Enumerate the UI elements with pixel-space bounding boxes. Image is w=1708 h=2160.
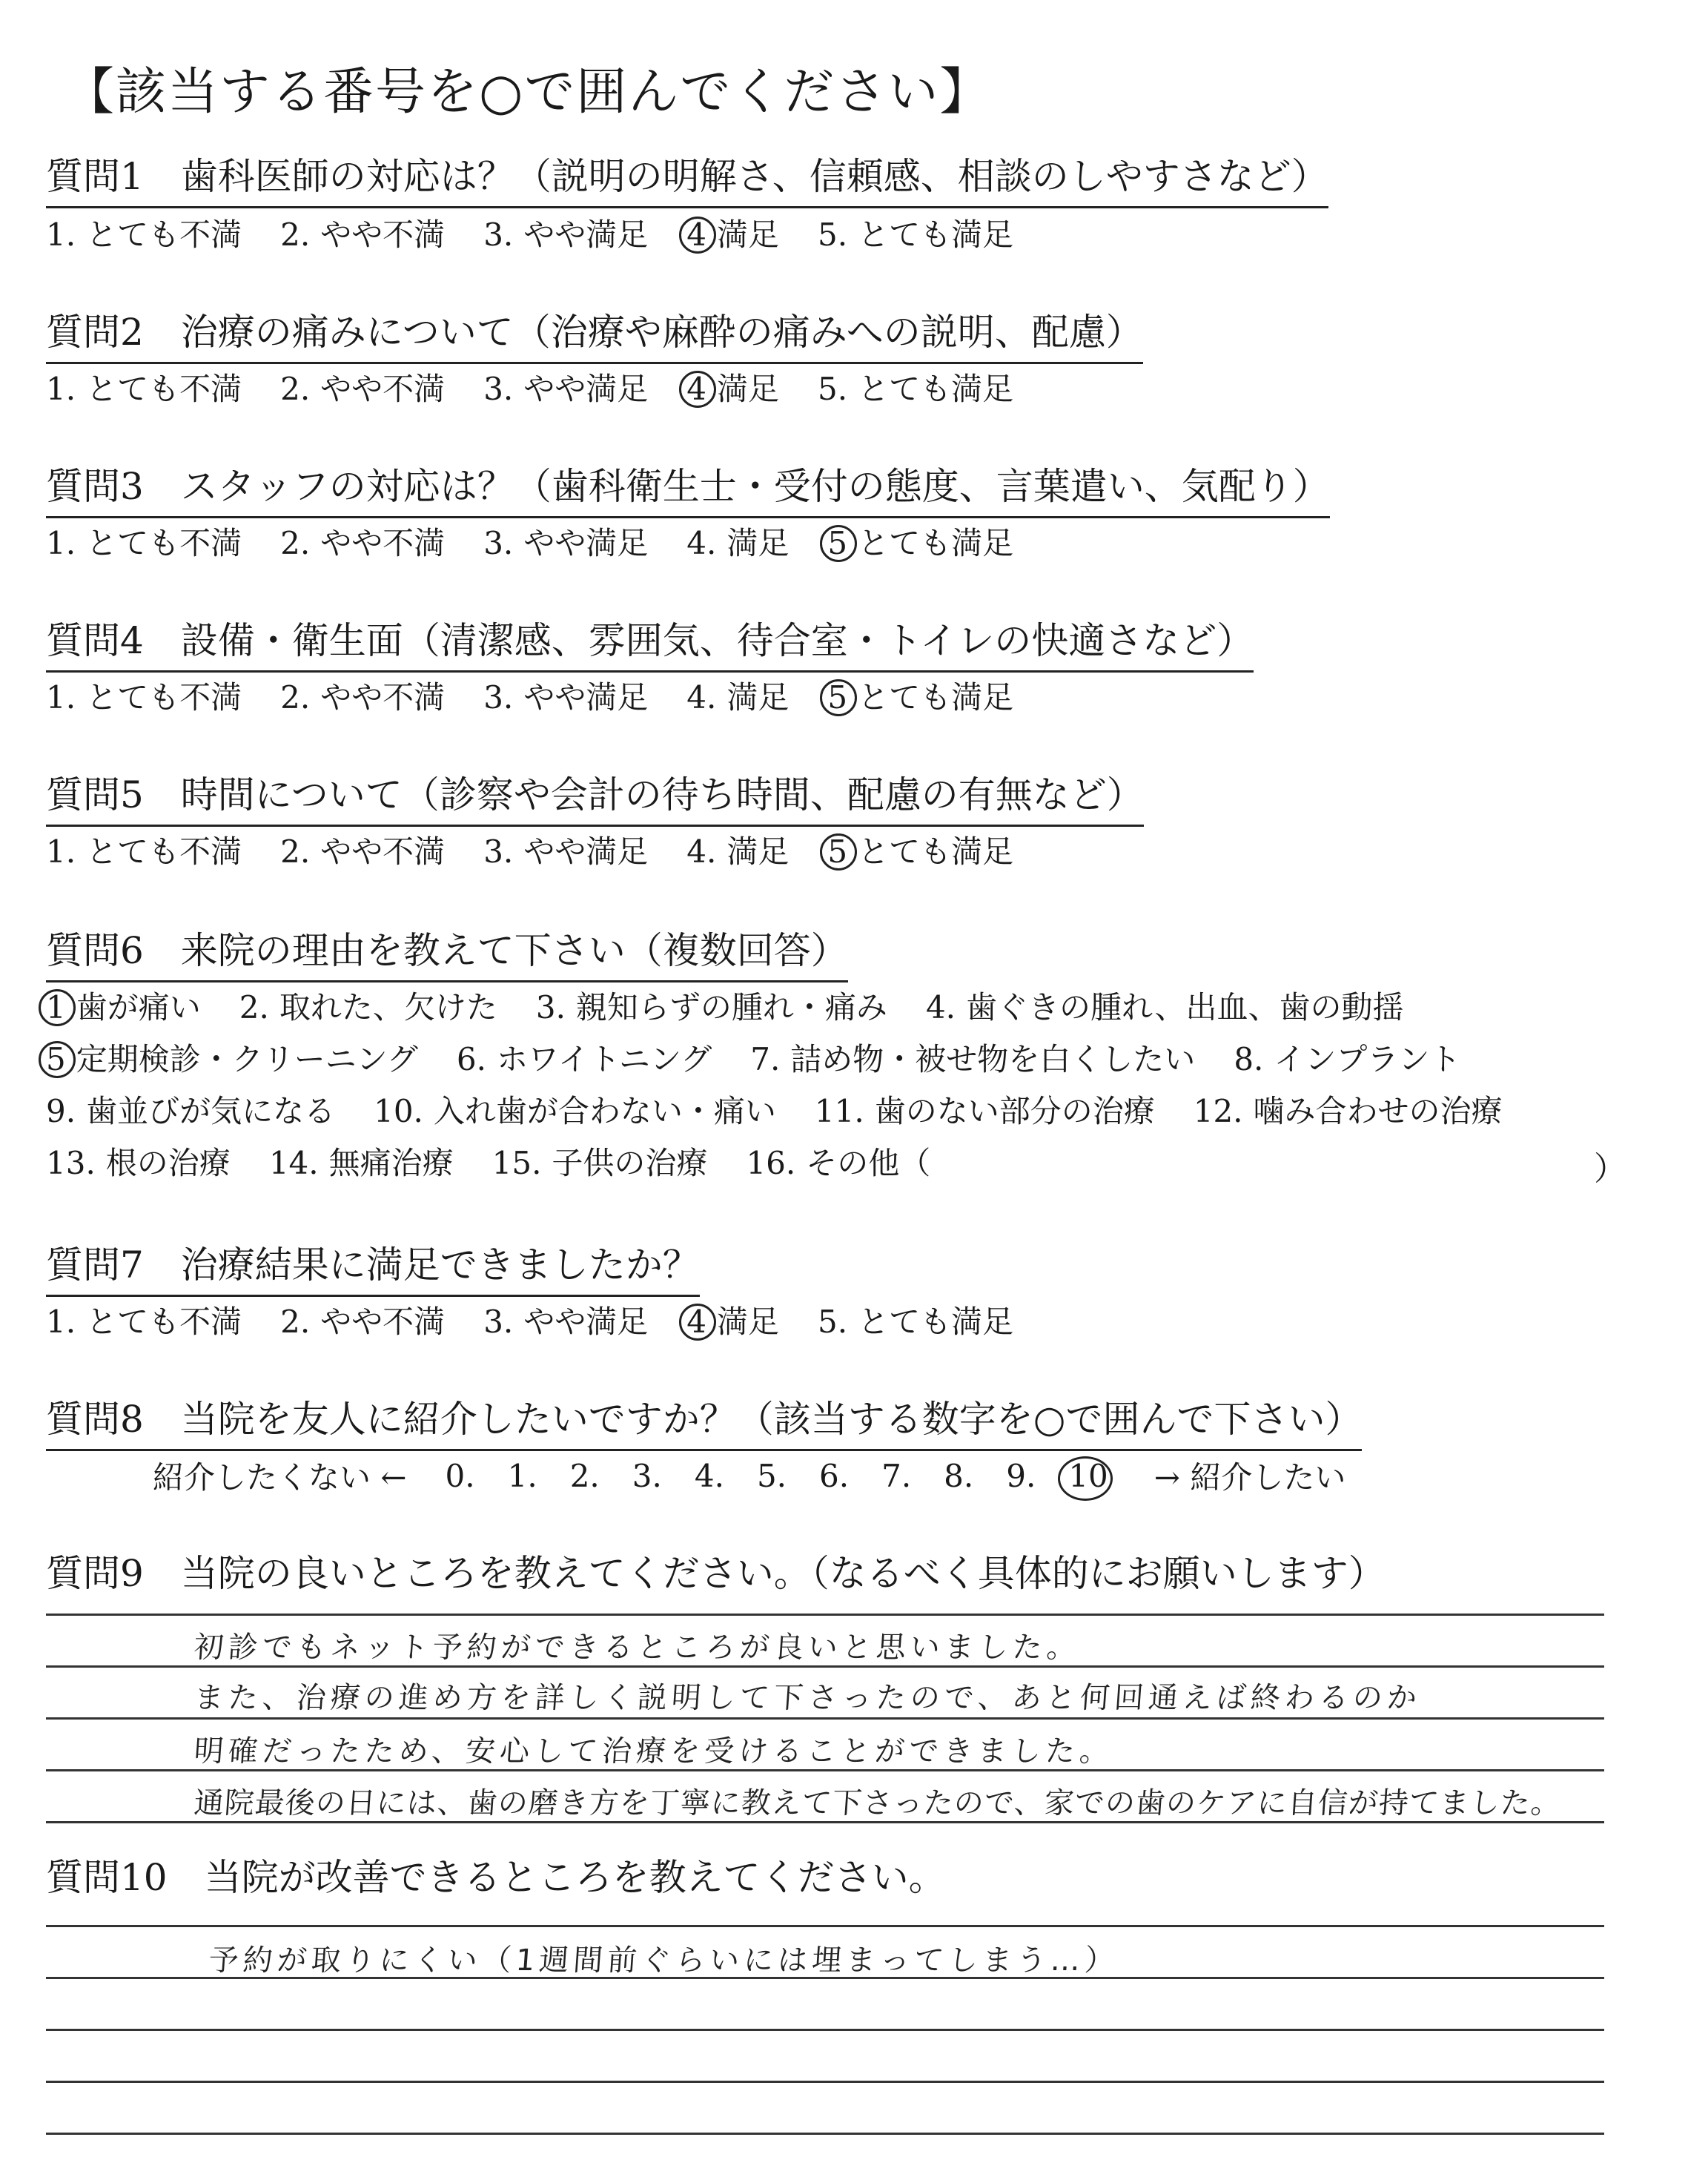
- q6-option-5-selected[interactable]: 5 定期検診・クリーニング: [46, 1040, 418, 1080]
- q10-answer-line-1: 予約が取りにくい（1週間前ぐらいには埋まってしまう…）: [208, 1943, 1120, 1978]
- q3-option-1[interactable]: 1. とても不満: [46, 525, 242, 561]
- q8-scale-0[interactable]: 0.: [445, 1457, 475, 1494]
- q4-option-3[interactable]: 3. やや満足: [483, 679, 649, 716]
- q3-option-3[interactable]: 3. やや満足: [483, 525, 649, 561]
- answer-rule: [46, 2133, 1604, 2135]
- question-1-heading: 質問1 歯科医師の対応は？（説明の明解さ、信頼感、相談のしやすさなど）: [46, 153, 1328, 208]
- answer-rule: [46, 1717, 1604, 1720]
- q4-option-2[interactable]: 2. やや不満: [280, 679, 446, 716]
- question-6-options-row-2: [46, 1040, 1499, 1080]
- circle-mark-icon: 4: [686, 369, 706, 409]
- q6-option-3[interactable]: 3. 親知らずの腫れ・痛み: [535, 989, 887, 1025]
- answer-rule: [46, 1614, 1604, 1616]
- q6-other-close-paren: ）: [1594, 1150, 1626, 1188]
- question-6-options-row-1: [46, 988, 1443, 1028]
- q6-option-14[interactable]: 14. 無痛治療: [268, 1145, 454, 1181]
- q6-option-12[interactable]: 12. 噛み合わせの治療: [1193, 1093, 1503, 1129]
- question-3-options: [46, 524, 1052, 564]
- q6-option-10[interactable]: 10. 入れ歯が合わない・痛い: [374, 1093, 776, 1129]
- q9-answer-line-4: 通院最後の日には、歯の磨き方を丁寧に教えて下さったので、家での歯のケアに自信が持てました。: [193, 1786, 1563, 1820]
- circle-mark-icon: 5: [827, 524, 847, 564]
- q6-option-8[interactable]: 8. インプラント: [1234, 1041, 1461, 1077]
- q6-option-15[interactable]: 15. 子供の治療: [491, 1145, 708, 1181]
- q8-scale-5[interactable]: 5.: [756, 1457, 787, 1494]
- q8-scale-4[interactable]: 4.: [694, 1457, 724, 1494]
- q6-option-11[interactable]: 11. 歯のない部分の治療: [814, 1093, 1155, 1129]
- q5-option-3[interactable]: 3. やや満足: [483, 833, 649, 870]
- q5-option-4[interactable]: 4. 満足: [686, 833, 790, 870]
- circle-mark-icon: 5: [827, 678, 847, 718]
- question-1-options: [46, 215, 1052, 255]
- q8-scale-10-selected[interactable]: 10: [1068, 1457, 1108, 1494]
- question-6-options-row-3: [46, 1091, 1541, 1132]
- q4-option-1[interactable]: 1. とても不満: [46, 679, 242, 716]
- q8-left-label: 紹介したくない ←: [153, 1459, 407, 1496]
- circle-mark-icon: 4: [686, 215, 706, 255]
- q1-option-2[interactable]: 2. やや不満: [280, 217, 446, 253]
- q6-option-4[interactable]: 4. 歯ぐきの腫れ、出血、歯の動揺: [925, 989, 1404, 1025]
- q7-option-5[interactable]: 5. とても満足: [818, 1304, 1014, 1340]
- question-8-scale: [153, 1453, 1345, 1498]
- q7-option-3[interactable]: 3. やや満足: [483, 1304, 649, 1340]
- question-7-options: [46, 1302, 1052, 1342]
- q5-option-2[interactable]: 2. やや不満: [280, 833, 446, 870]
- q8-scale-8[interactable]: 8.: [944, 1457, 974, 1494]
- q1-option-4-selected[interactable]: 4 満足: [686, 215, 779, 255]
- q8-right-label: → 紹介したい: [1153, 1459, 1346, 1496]
- question-10-heading: 質問10 当院が改善できるところを教えてください。: [46, 1856, 946, 1899]
- circle-mark-icon: 4: [686, 1302, 706, 1342]
- q2-option-3[interactable]: 3. やや満足: [483, 371, 649, 407]
- q8-scale-7[interactable]: 7.: [881, 1457, 912, 1494]
- question-7-heading: 質問7 治療結果に満足できましたか？: [46, 1241, 700, 1297]
- question-9-heading: 質問9 当院の良いところを教えてください。（なるべく具体的にお願いします）: [46, 1552, 1386, 1595]
- q6-option-6[interactable]: 6. ホワイトニング: [456, 1041, 712, 1077]
- q9-answer-line-1: 初診でもネット予約ができるところが良いと思いました。: [193, 1631, 1082, 1665]
- q6-option-13[interactable]: 13. 根の治療: [46, 1145, 231, 1181]
- q7-option-2[interactable]: 2. やや不満: [280, 1304, 446, 1340]
- q7-option-1[interactable]: 1. とても不満: [46, 1304, 242, 1340]
- q1-option-5[interactable]: 5. とても満足: [818, 217, 1014, 253]
- question-3-heading: 質問3 スタッフの対応は？（歯科衛生士・受付の態度、言葉遣い、気配り）: [46, 463, 1330, 518]
- question-2-heading: 質問2 治療の痛みについて（治療や麻酔の痛みへの説明、配慮）: [46, 308, 1143, 364]
- question-6-options-row-4: [46, 1143, 969, 1183]
- question-5-options: [46, 832, 1052, 872]
- answer-rule: [46, 1925, 1604, 1927]
- circle-mark-icon: 5: [46, 1040, 66, 1080]
- q5-option-5-selected[interactable]: 5 とても満足: [827, 832, 1013, 872]
- q2-option-5[interactable]: 5. とても満足: [818, 371, 1014, 407]
- q5-option-1[interactable]: 1. とても不満: [46, 833, 242, 870]
- question-8-heading: 質問8 当院を友人に紹介したいですか？（該当する数字を○で囲んで下さい）: [46, 1396, 1362, 1451]
- answer-rule: [46, 2081, 1604, 2083]
- question-4-heading: 質問4 設備・衛生面（清潔感、雰囲気、待合室・トイレの快適さなど）: [46, 617, 1254, 673]
- circle-mark-icon: 1: [46, 988, 66, 1028]
- q3-option-2[interactable]: 2. やや不満: [280, 525, 446, 561]
- q6-option-1-selected[interactable]: 1 歯が痛い: [46, 988, 201, 1028]
- q6-option-16-other[interactable]: 16. その他（: [746, 1145, 931, 1181]
- q9-answer-line-3: 明確だったため、安心して治療を受けることができました。: [193, 1734, 1115, 1768]
- q2-option-2[interactable]: 2. やや不満: [280, 371, 446, 407]
- q6-option-7[interactable]: 7. 詰め物・被せ物を白くしたい: [750, 1041, 1196, 1077]
- q8-scale-1[interactable]: 1.: [507, 1457, 537, 1494]
- q7-option-4-selected[interactable]: 4 満足: [686, 1302, 779, 1342]
- q8-scale-3[interactable]: 3.: [632, 1457, 662, 1494]
- q8-scale-6[interactable]: 6.: [819, 1457, 850, 1494]
- question-2-options: [46, 369, 1052, 409]
- q8-scale-9[interactable]: 9.: [1006, 1457, 1036, 1494]
- q8-scale-2[interactable]: 2.: [569, 1457, 600, 1494]
- q9-answer-line-2: また、治療の進め方を詳しく説明して下さったので、あと何回通えば終わるのか: [193, 1681, 1423, 1715]
- q3-option-5-selected[interactable]: 5 とても満足: [827, 524, 1013, 564]
- question-6-heading: 質問6 来院の理由を教えて下さい（複数回答）: [46, 927, 848, 982]
- q2-option-4-selected[interactable]: 4 満足: [686, 369, 779, 409]
- q1-option-1[interactable]: 1. とても不満: [46, 217, 242, 253]
- page-title: 【該当する番号を○で囲んでください】: [64, 63, 992, 122]
- question-5-heading: 質問5 時間について（診察や会計の待ち時間、配慮の有無など）: [46, 771, 1144, 827]
- q4-option-4[interactable]: 4. 満足: [686, 679, 790, 716]
- q6-option-2[interactable]: 2. 取れた、欠けた: [239, 989, 497, 1025]
- q3-option-4[interactable]: 4. 満足: [686, 525, 790, 561]
- q4-option-5-selected[interactable]: 5 とても満足: [827, 678, 1013, 718]
- q2-option-1[interactable]: 1. とても不満: [46, 371, 242, 407]
- question-4-options: [46, 678, 1052, 718]
- q6-option-9[interactable]: 9. 歯並びが気になる: [46, 1093, 336, 1129]
- answer-rule: [46, 2029, 1604, 2031]
- q1-option-3[interactable]: 3. やや満足: [483, 217, 649, 253]
- circle-mark-icon: 5: [827, 832, 847, 872]
